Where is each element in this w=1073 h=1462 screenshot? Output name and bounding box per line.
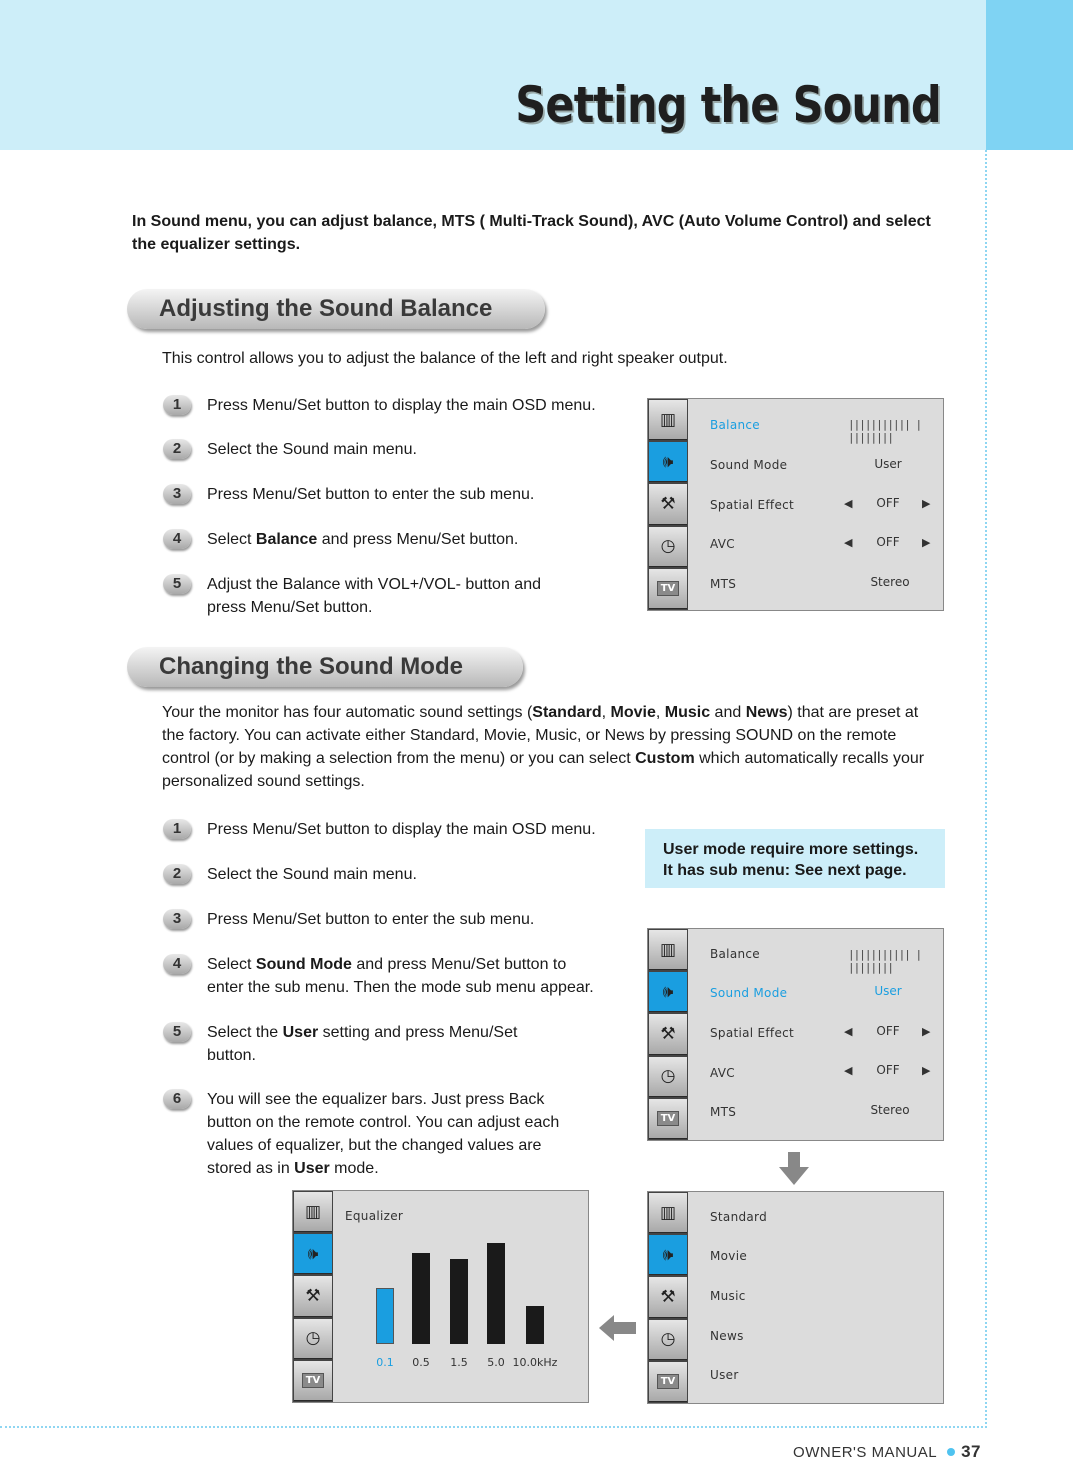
equalizer-bar[interactable] [487, 1243, 505, 1344]
step-item: 1 Press Menu/Set button to display the main OSD menu. [163, 818, 627, 841]
equalizer-band-label: 10.0kHz [512, 1356, 558, 1369]
clock-icon: ◷ [294, 1319, 332, 1359]
osd-equalizer [292, 1190, 589, 1403]
step-item: 5 Adjust the Balance with VOL+/VOL- button and press Menu/Set button. [163, 573, 557, 619]
step-item: 5 Select the User setting and press Menu/Set button. [163, 1021, 537, 1067]
arrow-right-icon[interactable]: ▶ [922, 497, 931, 510]
speaker-icon: 🕪 [649, 972, 687, 1012]
osd-row-sound-mode[interactable]: Sound Mode [710, 986, 788, 1000]
osd-mode-news[interactable]: News [710, 1329, 744, 1343]
clock-icon: ◷ [649, 1057, 687, 1097]
speaker-icon: 🕪 [649, 442, 687, 482]
footer [793, 1442, 981, 1462]
arrow-left-icon [599, 1315, 636, 1341]
equalizer-band-label: 0.5 [412, 1356, 430, 1369]
arrow-left-icon[interactable]: ◀ [844, 497, 853, 510]
tv-icon: TV [649, 569, 687, 609]
step-number: 1 [163, 819, 191, 839]
osd-mode-standard[interactable]: Standard [710, 1210, 767, 1224]
arrow-right-icon[interactable]: ▶ [922, 536, 931, 549]
osd-mode-list-menu [647, 1191, 944, 1404]
bottom-dotted-rule [0, 1426, 987, 1428]
footer-label: OWNER'S MANUAL [793, 1444, 938, 1461]
osd-row-spatial-effect[interactable]: Spatial Effect [710, 1026, 795, 1040]
step-number: 2 [163, 439, 191, 459]
osd-value-mts: Stereo [870, 1103, 910, 1117]
picture-icon: ▥ [649, 1193, 687, 1233]
equalizer-title: Equalizer [345, 1209, 404, 1223]
step-number: 5 [163, 574, 191, 594]
step-item: 2 Select the Sound main menu. [163, 438, 607, 461]
equalizer-band-label: 0.1 [376, 1356, 394, 1369]
osd-row-balance[interactable]: Balance [710, 947, 760, 961]
tools-icon: ⚒ [649, 1014, 687, 1054]
step-item: 4 Select Sound Mode and press Menu/Set button to enter the sub menu. Then the mode sub menu appear. [163, 953, 607, 999]
osd-mode-music[interactable]: Music [710, 1289, 746, 1303]
step-number: 2 [163, 864, 191, 884]
step-number: 1 [163, 395, 191, 415]
arrow-down-icon [779, 1152, 809, 1185]
osd-row-mts[interactable]: MTS [710, 577, 737, 591]
balance-scale: ||||||||||| | |||||||| [848, 418, 922, 444]
step-number: 3 [163, 484, 191, 504]
equalizer-bar[interactable] [376, 1288, 394, 1344]
osd-value-spatial: OFF [876, 1024, 900, 1038]
equalizer-bar[interactable] [412, 1253, 430, 1344]
osd-value-avc: OFF [876, 535, 900, 549]
equalizer-band-label: 5.0 [487, 1356, 505, 1369]
clock-icon: ◷ [649, 527, 687, 567]
step-number: 4 [163, 954, 191, 974]
step-item: 2 Select the Sound main menu. [163, 863, 607, 886]
picture-icon: ▥ [649, 930, 687, 970]
tv-icon: TV [649, 1362, 687, 1402]
osd-sidebar [648, 1192, 688, 1403]
clock-icon: ◷ [649, 1320, 687, 1360]
osd-sound-mode-menu [647, 928, 944, 1141]
section-heading-balance: Adjusting the Sound Balance [127, 289, 545, 329]
osd-mode-movie[interactable]: Movie [710, 1249, 748, 1263]
step-item: 3 Press Menu/Set button to enter the sub menu. [163, 908, 607, 931]
osd-sidebar [648, 399, 688, 610]
bullet-icon [947, 1448, 955, 1456]
page-number: 37 [961, 1442, 981, 1461]
picture-icon: ▥ [649, 400, 687, 440]
arrow-left-icon[interactable]: ◀ [844, 536, 853, 549]
osd-value-avc: OFF [876, 1063, 900, 1077]
tools-icon: ⚒ [649, 1277, 687, 1317]
osd-value-sound-mode: User [874, 457, 902, 471]
osd-row-mts[interactable]: MTS [710, 1105, 737, 1119]
arrow-left-icon[interactable]: ◀ [844, 1064, 853, 1077]
osd-row-spatial-effect[interactable]: Spatial Effect [710, 498, 795, 512]
page-title: Setting the Sound [515, 76, 941, 134]
osd-row-sound-mode[interactable]: Sound Mode [710, 458, 788, 472]
osd-balance-menu [647, 398, 944, 611]
arrow-right-icon[interactable]: ▶ [922, 1064, 931, 1077]
header-accent [986, 0, 1073, 150]
osd-value-spatial: OFF [876, 496, 900, 510]
tools-icon: ⚒ [649, 484, 687, 524]
osd-value-sound-mode: User [874, 984, 902, 998]
speaker-icon: 🕪 [294, 1234, 332, 1274]
step-number: 4 [163, 529, 191, 549]
equalizer-bar[interactable] [450, 1259, 468, 1344]
arrow-right-icon[interactable]: ▶ [922, 1025, 931, 1038]
right-dotted-rule [985, 150, 987, 1428]
tv-icon: TV [649, 1099, 687, 1139]
step-item: 4 Select Balance and press Menu/Set button. [163, 528, 607, 551]
arrow-left-icon[interactable]: ◀ [844, 1025, 853, 1038]
step-item: 3 Press Menu/Set button to enter the sub menu. [163, 483, 607, 506]
user-mode-note: User mode require more settings. It has sub menu: See next page. [645, 829, 945, 888]
section-heading-sound-mode: Changing the Sound Mode [127, 647, 523, 687]
step-number: 3 [163, 909, 191, 929]
equalizer-bar[interactable] [526, 1306, 544, 1344]
tv-icon: TV [294, 1361, 332, 1401]
osd-sidebar [293, 1191, 333, 1402]
step-item: 6 You will see the equalizer bars. Just press Back button on the remote control. You can adjust each values of equalizer, but the changed values are stored as in User mode. [163, 1088, 572, 1180]
step-item: 1 Press Menu/Set button to display the main OSD menu. [163, 394, 627, 417]
equalizer-band-label: 1.5 [450, 1356, 468, 1369]
osd-value-mts: Stereo [870, 575, 910, 589]
balance-description: This control allows you to adjust the balance of the left and right speaker output. [162, 350, 728, 367]
balance-scale: ||||||||||| | |||||||| [848, 948, 922, 974]
picture-icon: ▥ [294, 1192, 332, 1232]
osd-row-avc[interactable]: AVC [710, 1066, 735, 1080]
speaker-icon: 🕪 [649, 1235, 687, 1275]
osd-sidebar [648, 929, 688, 1140]
intro-text: In Sound menu, you can adjust balance, MTS ( Multi-Track Sound), AVC (Auto Volume Control) and select the equalizer settings. [132, 213, 931, 253]
osd-mode-user[interactable]: User [710, 1368, 739, 1382]
sound-mode-description: Your the monitor has four automatic sound settings (Standard, Movie, Music and News) that are preset at the factory. You can activate either Standard, Movie, Music, or News by pressing SOUND on the remote control (or by making a selection from the menu) or you can select Custom which automatically recalls your personalized sound settings. [162, 704, 925, 790]
tools-icon: ⚒ [294, 1276, 332, 1316]
osd-row-avc[interactable]: AVC [710, 537, 735, 551]
step-number: 6 [163, 1089, 191, 1109]
step-number: 5 [163, 1022, 191, 1042]
osd-row-balance[interactable]: Balance [710, 418, 760, 432]
